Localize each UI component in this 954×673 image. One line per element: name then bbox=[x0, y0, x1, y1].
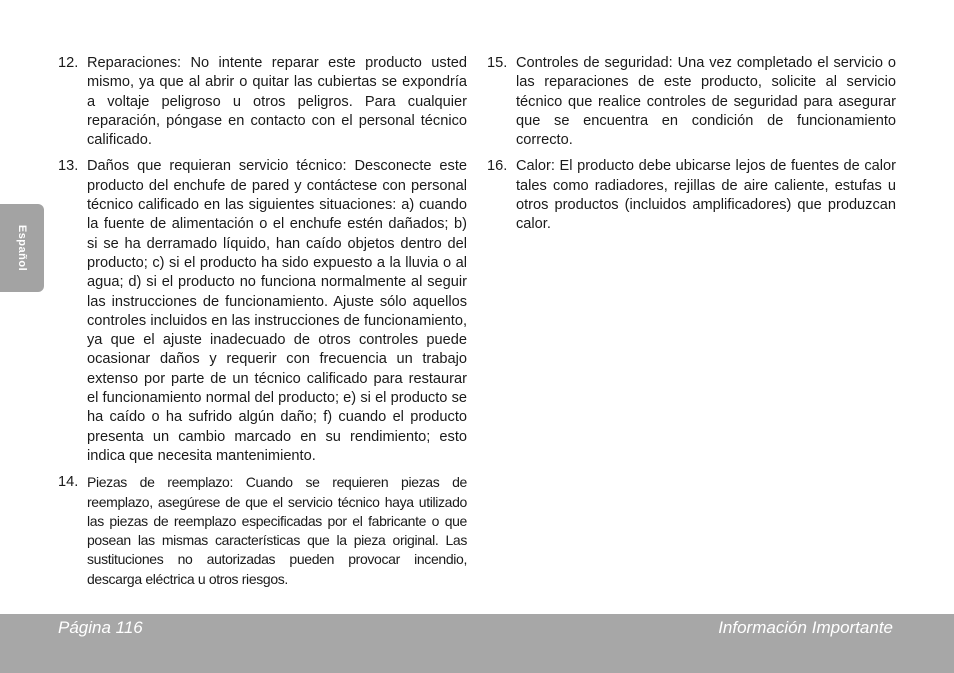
item-text: Daños que requieran servicio técnico: Desconecte este producto del enchufe de pared y contáctese con personal técnico calificado en las siguientes situaciones: a) cuando la fuente de alimentación o el enchufe estén dañados; b) si se ha derramado líquido, han caído objetos dentro del producto; c) si el producto ha sido expuesto a la lluvia o al agua; d) si el producto no funciona normalmente al seguir las instrucciones de funcionamiento. Ajuste sólo aquellos controles incluidos en las instrucciones de funcionamiento, ya que el ajuste inadecuado de otros controles puede ocasionar daños y requerir con frecuencia un trabajo extenso por parte de un técnico calificado para restaurar el funcionamiento normal del producto; e) si el producto se ha caído o ha sufrido algún daño; f) cuando el producto presenta un cambio marcado en su rendimiento; esto indica que necesita mantenimiento. bbox=[87, 158, 467, 464]
list-item-15 bbox=[487, 54, 896, 150]
item-text: Controles de seguridad: Una vez completado el servicio o las reparaciones de este producto, solicite al servicio técnico que realice controles de seguridad para asegurar que se encuentra en condición de funcionamiento correcto. bbox=[516, 55, 896, 149]
language-tab-label: Español bbox=[16, 224, 28, 272]
item-number: 16. bbox=[487, 158, 508, 175]
list-item-12 bbox=[58, 54, 467, 150]
page-number: Página 116 bbox=[58, 618, 143, 637]
item-text: Reparaciones: No intente reparar este producto usted mismo, ya que al abrir o quitar las cubiertas se expondría a voltaje peligroso u otros peligros. Para cualquier reparación, póngase en contacto con el personal técnico calificado. bbox=[87, 55, 467, 149]
right-column bbox=[487, 54, 896, 242]
list-item-14 bbox=[58, 473, 467, 589]
language-side-tab bbox=[0, 204, 44, 292]
list-item-16 bbox=[487, 157, 896, 234]
section-title: Información Importante bbox=[718, 618, 893, 637]
page-footer bbox=[0, 614, 954, 673]
item-text: Piezas de reemplazo: Cuando se requieren piezas de reemplazo, asegúrese de que el servicio técnico haya utilizado las piezas de reemplazo especificadas por el fabricante o que posean las mismas características que la pieza original. Las sustituciones no autorizadas pueden provocar incendio, descarga eléctrica u otros riesgos. bbox=[87, 474, 467, 587]
item-number: 14. bbox=[58, 474, 79, 491]
left-column bbox=[58, 54, 467, 596]
item-text: Calor: El producto debe ubicarse lejos de fuentes de calor tales como radiadores, rejillas de aire caliente, estufas u otros productos (incluidos amplificadores) que produzcan calor. bbox=[516, 158, 896, 233]
item-number: 15. bbox=[487, 55, 508, 71]
item-number: 13. bbox=[58, 158, 79, 175]
list-item-13 bbox=[58, 157, 467, 466]
item-number: 12. bbox=[58, 55, 79, 71]
